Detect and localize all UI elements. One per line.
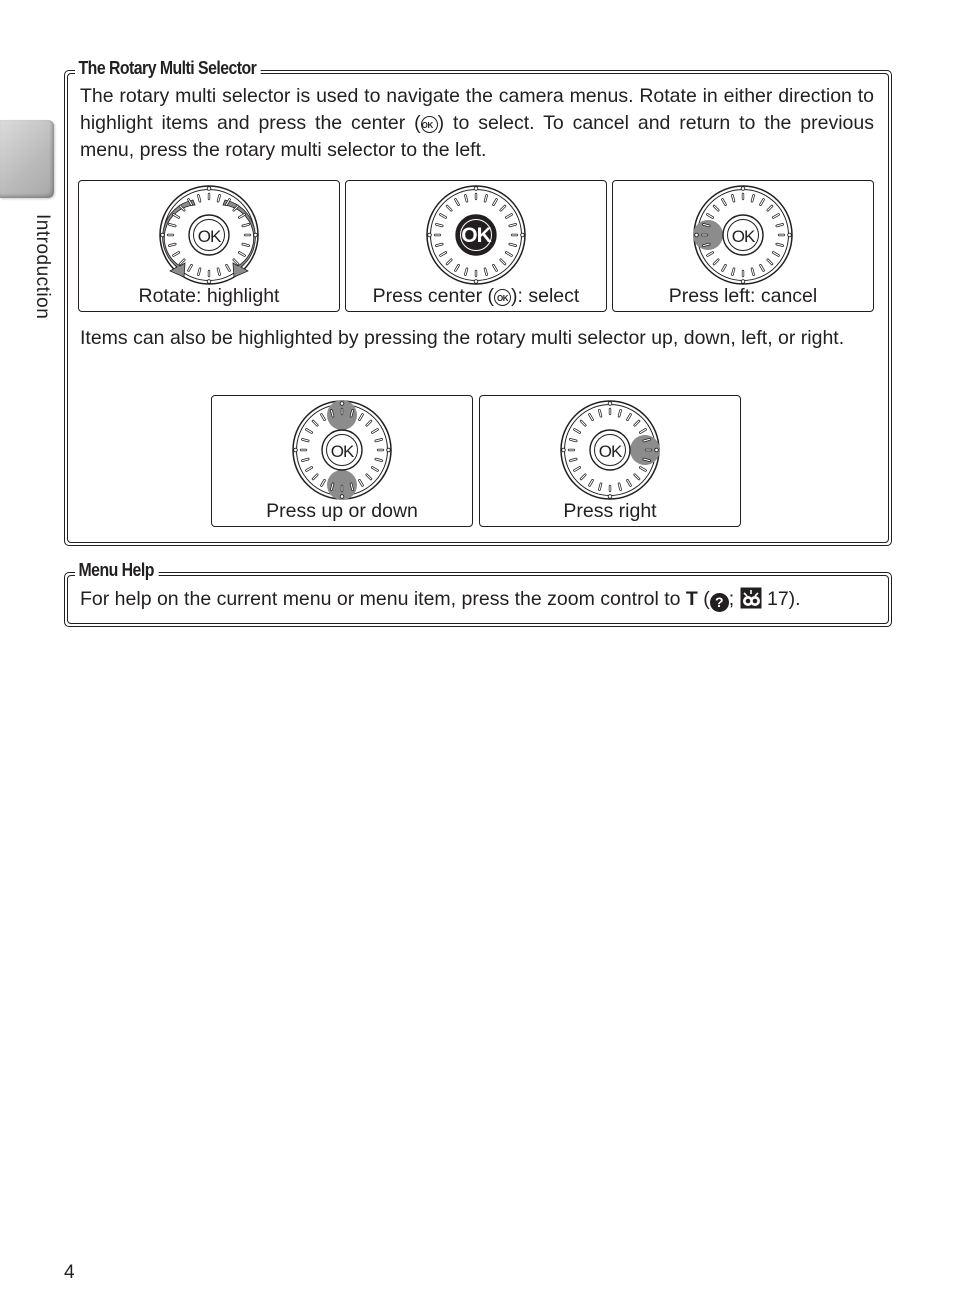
svg-text:OK: OK — [330, 442, 354, 461]
svg-text:OK: OK — [197, 227, 221, 246]
panel-press-center — [345, 180, 607, 312]
caption-center — [346, 283, 606, 309]
dial-rotate-icon — [157, 183, 261, 287]
menu-help-text — [80, 586, 880, 613]
rotary-second-paragraph: Items can also be highlighted by pressing the rotary multi selector up, down, left, or right. — [80, 327, 845, 349]
page-reference-icon — [740, 587, 762, 609]
dial-up-down-icon — [290, 398, 394, 502]
paren-open: ( — [697, 588, 710, 610]
caption-left: Press left: cancel — [668, 285, 818, 307]
svg-text:OK: OK — [731, 227, 755, 246]
menu-help-text-1: For help on the current menu or menu item, press the zoom control to — [80, 588, 686, 610]
para-text-1: The rotary multi selector is used to navigate the camera menus. Rotate in either direction to highlight items and press the center ( — [80, 85, 874, 134]
ok-button-icon: OK — [421, 116, 438, 133]
rotary-intro-paragraph — [80, 83, 874, 164]
caption-rotate: Rotate: highlight — [138, 285, 280, 307]
dial-center-icon — [424, 183, 528, 287]
chapter-tab — [0, 120, 54, 198]
caption-center-text-2: ): select — [511, 285, 580, 307]
dial-right-icon — [558, 398, 662, 502]
panel-press-left — [612, 180, 874, 312]
panel-press-right — [479, 395, 741, 527]
panel-press-up-down — [211, 395, 473, 527]
page-number: 4 — [64, 1262, 75, 1283]
caption-right: Press right — [563, 500, 657, 522]
help-icon: ? — [710, 593, 729, 612]
zoom-key-t: T — [685, 588, 698, 610]
svg-text:OK: OK — [461, 224, 491, 247]
chapter-label: Introduction — [32, 214, 53, 320]
separator: ; — [728, 588, 740, 610]
svg-text:OK: OK — [598, 442, 622, 461]
page-ref-text: 17). — [761, 588, 801, 610]
caption-center-text-1: Press center ( — [372, 285, 495, 307]
dial-left-icon — [691, 183, 795, 287]
caption-up-down: Press up or down — [266, 500, 418, 522]
panel-rotate-highlight — [78, 180, 340, 312]
para-text-2: ) to select. To cancel and return to the previous menu, press the rotary multi selector to the left. — [80, 112, 874, 161]
section-title-menu-help: Menu Help — [75, 559, 158, 581]
section-title-rotary: The Rotary Multi Selector — [75, 57, 261, 79]
ok-button-icon: OK — [494, 289, 511, 306]
